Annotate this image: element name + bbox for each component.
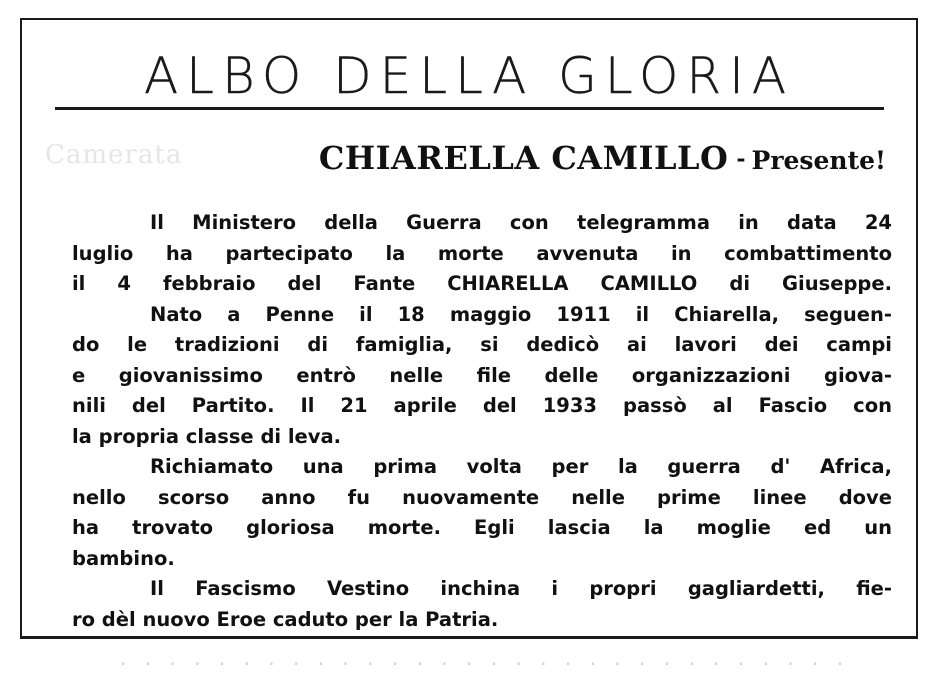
masthead-rule bbox=[55, 107, 884, 110]
headline-name: CHIARELLA CAMILLO bbox=[318, 139, 729, 177]
headline-separator: - bbox=[736, 146, 746, 172]
article-line: la propria classe di leva. bbox=[72, 424, 342, 448]
article-line: do le tradizioni di famiglia, si dedicò ai lavori dei campi bbox=[72, 333, 892, 356]
bleed-through-text: Camerata bbox=[45, 140, 183, 170]
article-line: nello scorso anno fu nuovamente nelle prime linee dove bbox=[72, 485, 892, 509]
article-line: il 4 febbraio del Fante CHIARELLA CAMILLO di Giuseppe. bbox=[72, 272, 892, 295]
masthead-title: ALBO DELLA GLORIA bbox=[143, 47, 795, 105]
bleed-through-bottom: · · · · · · · · · · · · · · · · · · · · · · · · · · · · · · bbox=[120, 652, 850, 676]
headline bbox=[319, 138, 886, 184]
article-line: luglio ha partecipato la morte avvenuta in combattimento bbox=[72, 241, 892, 265]
article-line: e giovanissimo entrò nelle file delle organizzazioni giova- bbox=[72, 363, 892, 387]
article-body bbox=[72, 208, 892, 635]
article-line: Il Ministero della Guerra con telegramma in data 24 bbox=[150, 211, 892, 234]
article-line: bambino. bbox=[72, 546, 175, 570]
article-line: Richiamato una prima volta per la guerra d' Africa, bbox=[150, 455, 892, 478]
article-line: nili del Partito. Il 21 aprile del 1933 passò al Fascio con bbox=[72, 394, 892, 417]
headline-exclamation: Presente! bbox=[751, 146, 886, 175]
article-line: Nato a Penne il 18 maggio 1911 il Chiarella, seguen- bbox=[150, 302, 892, 326]
article-line: Il Fascismo Vestino inchina i propri gagliardetti, fie- bbox=[150, 577, 892, 600]
article-frame bbox=[20, 18, 918, 639]
article-line: ha trovato gloriosa morte. Egli lascia la moglie ed un bbox=[72, 516, 892, 539]
article-line: ro dèl nuovo Eroe caduto per la Patria. bbox=[72, 607, 499, 631]
